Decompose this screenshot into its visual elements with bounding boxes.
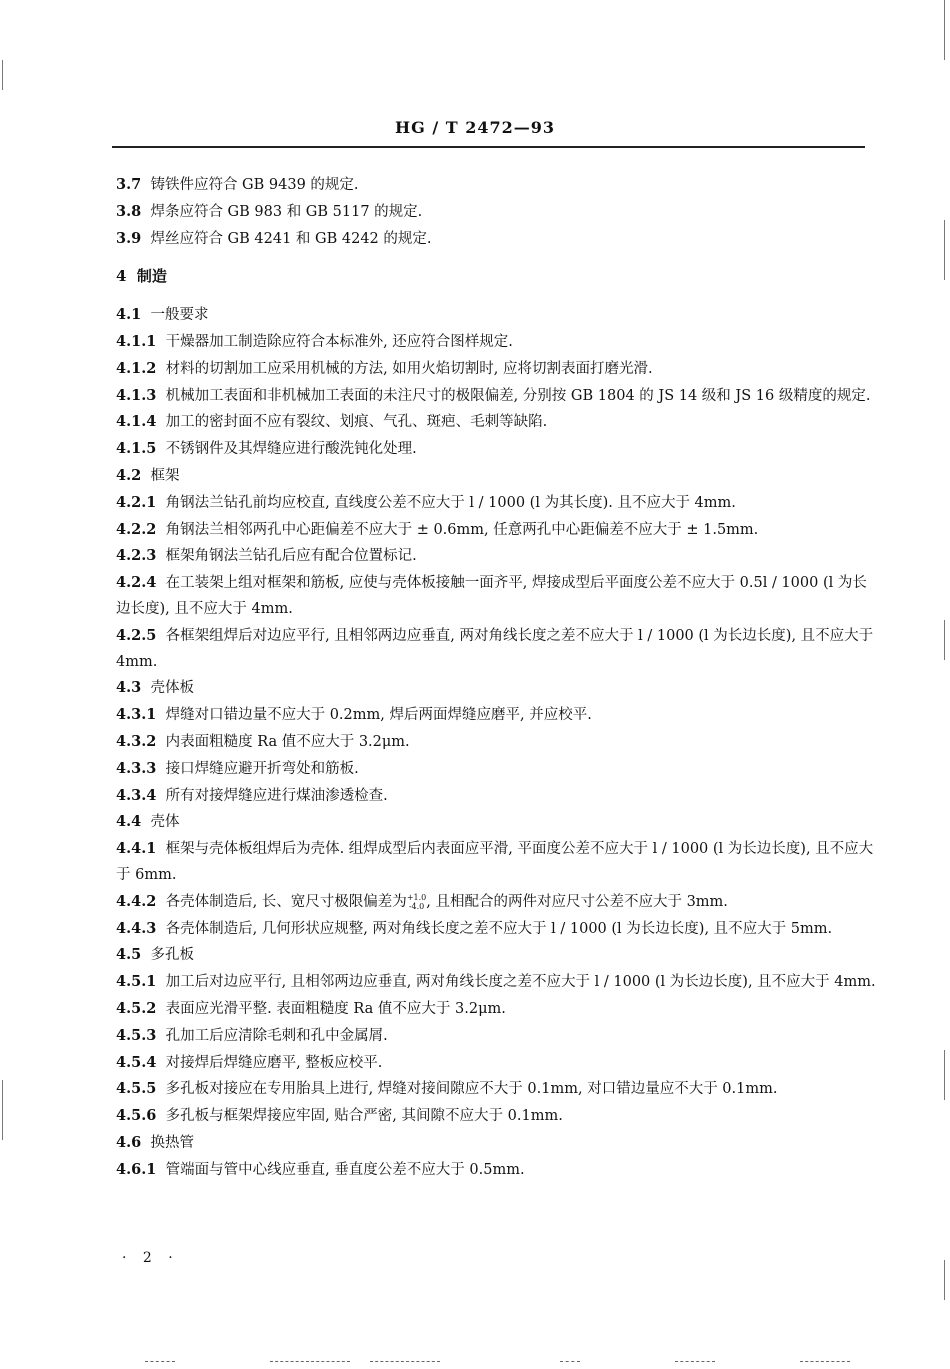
clause-number: 4.5.3 [116, 1026, 157, 1044]
clause-number: 4.5.4 [116, 1053, 157, 1071]
section-4-3-heading [116, 675, 876, 702]
tolerance [407, 893, 426, 911]
clause-4-1-1 [116, 329, 876, 356]
chapter-4-heading [116, 264, 876, 290]
scan-bottom-mark [675, 1361, 715, 1362]
clause-number: 4.4.3 [116, 919, 157, 937]
clause-4-5-1 [116, 969, 876, 996]
clause-4-4-2 [116, 889, 876, 916]
clause-4-3-4 [116, 783, 876, 810]
clause-text: 对接焊后焊缝应磨平, 整板应校平. [165, 1054, 383, 1071]
clause-text: 所有对接焊缝应进行煤油渗透检查. [165, 787, 388, 804]
chapter-title: 制造 [136, 267, 167, 286]
clause-number: 4.3.2 [116, 732, 157, 750]
clause-number: 4.2.5 [116, 626, 157, 644]
section-title: 一般要求 [150, 307, 209, 324]
clause-4-5-2 [116, 996, 876, 1023]
clause-number: 4.3.1 [116, 706, 157, 724]
clause-4-2-5 [116, 623, 876, 676]
clause-number: 4.2.4 [116, 574, 157, 592]
clause-text: 角钢法兰相邻两孔中心距偏差不应大于 ± 0.6mm, 任意两孔中心距偏差不应大于 ± 1.5mm. [165, 521, 759, 538]
clause-number: 4.6.1 [116, 1160, 157, 1178]
section-number: 4.2 [116, 466, 142, 484]
section-4-1-heading [116, 302, 876, 329]
clause-text: 加工后对边应平行, 且相邻两边应垂直, 两对角线长度之差不应大于 l / 1000 (l 为长边长度), 且不应大于 4mm. [165, 974, 876, 991]
section-number: 4.3 [116, 679, 142, 697]
clause-text: 多孔板对接应在专用胎具上进行, 焊缝对接间隙应不大于 0.1mm, 对口错边量应不大于 0.1mm. [165, 1081, 778, 1098]
scan-bottom-mark [560, 1361, 580, 1362]
page-number: · 2 · [122, 1250, 179, 1266]
clause-number: 4.1.1 [116, 332, 157, 350]
clause-text: 接口焊缝应避开折弯处和筋板. [165, 760, 359, 777]
clause-4-1-3 [116, 383, 876, 410]
clause-4-5-5 [116, 1076, 876, 1103]
clause-number: 4.2.1 [116, 493, 157, 511]
scan-bottom-mark [800, 1361, 850, 1362]
clause-number: 4.3.4 [116, 786, 157, 804]
clause-number: 4.5.5 [116, 1080, 157, 1098]
scan-bottom-mark [270, 1361, 350, 1362]
page-header: HG / T 2472—93 [394, 118, 556, 137]
clause-3-9 [116, 226, 876, 253]
clause-text: 加工的密封面不应有裂纹、划痕、气孔、斑疤、毛刺等缺陷. [165, 414, 548, 431]
tolerance-upper: +1.0 [406, 892, 427, 902]
section-4-2-heading [116, 463, 876, 490]
clause-text: 角钢法兰钻孔前均应校直, 直线度公差不应大于 l / 1000 (l 为其长度). 且不应大于 4mm. [165, 494, 736, 511]
clause-text: 内表面粗糙度 Ra 值不应大于 3.2μm. [165, 733, 410, 750]
chapter-number: 4 [116, 267, 127, 286]
scan-edge-mark [944, 220, 945, 280]
clause-text: 材料的切割加工应采用机械的方法, 如用火焰切割时, 应将切割表面打磨光滑. [165, 360, 653, 377]
clause-4-3-2 [116, 729, 876, 756]
scan-edge-mark [944, 1050, 945, 1100]
clause-text: 机械加工表面和非机械加工表面的未注尺寸的极限偏差, 分别按 GB 1804 的 JS 14 级和 JS 16 级精度的规定. [165, 387, 871, 404]
section-4-4-heading [116, 809, 876, 836]
clause-text: 孔加工后应清除毛刺和孔中金属屑. [165, 1027, 388, 1044]
clause-number: 4.4.1 [116, 840, 157, 858]
clause-4-5-6 [116, 1103, 876, 1130]
scan-edge-mark [944, 620, 945, 660]
clause-3-8 [116, 199, 876, 226]
clause-text: 管端面与管中心线应垂直, 垂直度公差不应大于 0.5mm. [165, 1161, 525, 1178]
section-title: 多孔板 [150, 947, 194, 964]
section-4-6-heading [116, 1130, 876, 1157]
clause-text-cont: , 且相配合的两件对应尺寸公差不应大于 3mm. [426, 893, 728, 910]
clause-text: 框架角钢法兰钻孔后应有配合位置标记. [165, 548, 417, 565]
clause-number: 4.3.3 [116, 759, 157, 777]
scan-edge-mark [2, 60, 3, 90]
section-title: 壳体 [150, 814, 180, 831]
clause-text: 焊丝应符合 GB 4241 和 GB 4242 的规定. [150, 230, 432, 247]
clause-number: 4.5.1 [116, 973, 157, 991]
section-number: 4.5 [116, 946, 142, 964]
clause-text: 各壳体制造后, 长、宽尺寸极限偏差为 [165, 893, 407, 910]
scan-edge-mark [2, 1080, 3, 1140]
clause-text: 在工装架上组对框架和筋板, 应使与壳体板接触一面齐平, 焊接成型后平面度公差不应大于 0.5l / 1000 (l 为长边长度), 且不应大于 4mm. [116, 575, 867, 617]
clause-text: 各壳体制造后, 几何形状应规整, 两对角线长度之差不应大于 l / 1000 (l 为长边长度), 且不应大于 5mm. [165, 920, 833, 937]
clause-text: 框架与壳体板组焊后为壳体. 组焊成型后内表面应平滑, 平面度公差不应大于 l / 1000 (l 为长边长度), 且不应大于 6mm. [116, 841, 874, 883]
section-title: 换热管 [150, 1134, 194, 1151]
clause-text: 焊缝对口错边量不应大于 0.2mm, 焊后两面焊缝应磨平, 并应校平. [165, 707, 592, 724]
clause-4-2-3 [116, 543, 876, 570]
scan-edge-mark [944, 1260, 945, 1300]
scan-bottom-mark [370, 1361, 440, 1362]
clause-number: 4.5.6 [116, 1107, 157, 1125]
clause-4-2-2 [116, 517, 876, 544]
tolerance-lower: -4.0 [408, 901, 425, 911]
clause-4-4-3 [116, 916, 876, 943]
clause-4-3-3 [116, 756, 876, 783]
clause-number: 3.7 [116, 176, 142, 193]
clause-text: 铸铁件应符合 GB 9439 的规定. [150, 177, 359, 193]
section-number: 4.1 [116, 306, 142, 324]
clause-number: 4.1.2 [116, 359, 157, 377]
section-title: 框架 [150, 467, 180, 484]
clause-4-5-4 [116, 1050, 876, 1077]
clause-text: 不锈钢件及其焊缝应进行酸洗钝化处理. [165, 441, 417, 458]
clause-number: 3.8 [116, 202, 142, 220]
clause-4-3-1 [116, 702, 876, 729]
section-4-5-heading [116, 942, 876, 969]
clause-3-7 [116, 172, 876, 199]
clause-4-6-1 [116, 1157, 876, 1184]
section-number: 4.4 [116, 813, 142, 831]
clause-4-2-4 [116, 570, 876, 623]
clause-text: 表面应光滑平整. 表面粗糙度 Ra 值不应大于 3.2μm. [165, 1000, 506, 1017]
clause-4-4-1 [116, 836, 876, 889]
document-body [116, 172, 876, 1183]
clause-4-5-3 [116, 1023, 876, 1050]
clause-4-1-4 [116, 409, 876, 436]
scan-bottom-mark [145, 1361, 175, 1362]
clause-number: 4.4.2 [116, 892, 157, 910]
clause-4-2-1 [116, 490, 876, 517]
clause-text: 多孔板与框架焊接应牢固, 贴合严密, 其间隙不应大于 0.1mm. [165, 1108, 563, 1125]
clause-text: 焊条应符合 GB 983 和 GB 5117 的规定. [150, 203, 423, 220]
clause-number: 4.1.4 [116, 413, 157, 431]
clause-number: 4.2.2 [116, 520, 157, 538]
section-title: 壳体板 [150, 680, 194, 697]
clause-text: 各框架组焊后对边应平行, 且相邻两边应垂直, 两对角线长度之差不应大于 l / 1000 (l 为长边长度), 且不应大于 4mm. [116, 627, 874, 670]
clause-text: 干燥器加工制造除应符合本标准外, 还应符合图样规定. [165, 333, 513, 350]
clause-number: 4.5.2 [116, 999, 157, 1017]
clause-number: 3.9 [116, 229, 142, 247]
clause-4-1-2 [116, 356, 876, 383]
clause-number: 4.1.5 [116, 440, 157, 458]
section-number: 4.6 [116, 1133, 142, 1151]
scan-edge-mark [944, 0, 945, 60]
clause-number: 4.1.3 [116, 386, 157, 404]
header-rule [112, 146, 865, 148]
clause-4-1-5 [116, 436, 876, 463]
clause-number: 4.2.3 [116, 547, 157, 565]
